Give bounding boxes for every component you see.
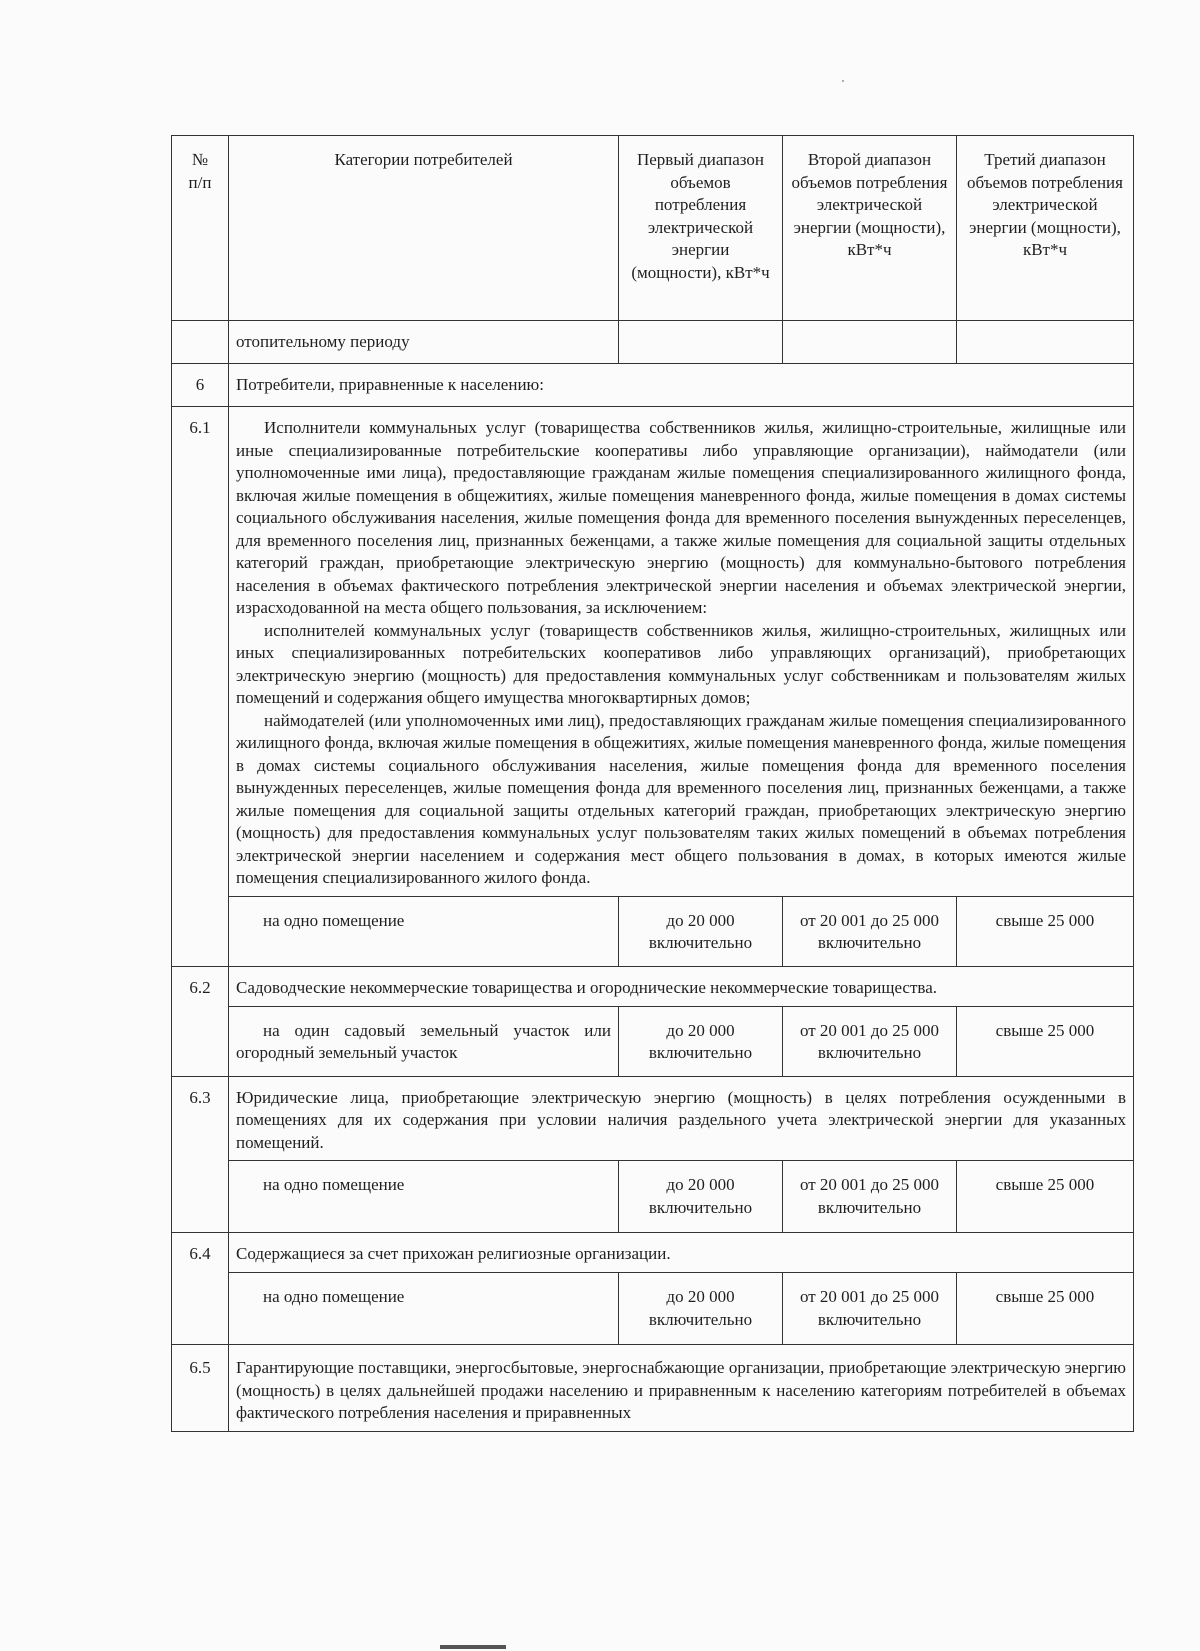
description-paragraph: Исполнители коммунальных услуг (товарищества собственников жилья, жилищно-строительные, жилищные или иные специализированные потребительские кооперативы либо управляющие организации), наймодатели (или уполномоченные ими лица), предоставляющие гражданам жилые помещения специализированного жилищного фонда, включая жилые помещения в общежитиях, жилые помещения маневренного фонда, жилые помещения в домах системы социального обслуживания населения, жилые помещения фонда для временного поселения вынужденных переселенцев, для временного поселения лиц, признанных беженцами, а также жилые помещения для социальной защиты отдельных категорий граждан, приобретающие электрическую энергию (мощность) для коммунально-бытового потребления населения в объемах фактического потребления электрической энергии населения и объемах электрической энергии, израсходованной на места общего пользования, за исключением: xyxy=(236,418,1126,617)
range1-value: до 20 000 включительно xyxy=(619,896,783,966)
cell-empty xyxy=(619,321,783,364)
range1-value: до 20 000 включительно xyxy=(619,1161,783,1233)
table-row xyxy=(172,1006,1134,1076)
unit-label: на одно помещение xyxy=(229,896,619,966)
table-row xyxy=(172,321,1134,364)
table-header-row xyxy=(172,136,1134,321)
table-row xyxy=(172,364,1134,407)
table-row xyxy=(172,966,1134,1006)
range1-value: до 20 000 включительно xyxy=(619,1006,783,1076)
row-num: 6.3 xyxy=(172,1076,229,1233)
row-num: 6.5 xyxy=(172,1345,229,1432)
section-title: Потребители, приравненные к населению: xyxy=(229,364,1134,407)
category-description: Садоводческие некоммерческие товарищества и огороднические некоммерческие товарищества. xyxy=(229,966,1134,1006)
row-num xyxy=(172,321,229,364)
unit-label: на одно помещение xyxy=(229,1161,619,1233)
range2-value: от 20 001 до 25 000 включительно xyxy=(783,1161,957,1233)
row-num: 6.1 xyxy=(172,407,229,967)
range1-value: до 20 000 включительно xyxy=(619,1273,783,1345)
header-range3: Третий диапазон объемов потребления электрической энергии (мощности), кВт*ч xyxy=(957,136,1134,321)
scan-edge-mark xyxy=(440,1645,506,1649)
header-category: Категории потребителей xyxy=(229,136,619,321)
table-row xyxy=(172,896,1134,966)
cell-empty xyxy=(783,321,957,364)
header-range1: Первый диапазон объемов потребления электрической энергии (мощности), кВт*ч xyxy=(619,136,783,321)
row-num: 6 xyxy=(172,364,229,407)
continuation-text: отопительному периоду xyxy=(229,321,619,364)
tariff-table xyxy=(171,135,1134,1432)
table-row xyxy=(172,1161,1134,1233)
description-paragraph: исполнителей коммунальных услуг (товариществ собственников жилья, жилищно-строительных, жилищных или иных специализированных потребительских кооперативов либо управляющих организаций), приобретающих электрическую энергию (мощность) для предоставления коммунальных услуг собственникам и пользователям жилых помещений и содержания общего имущества многоквартирных домов; xyxy=(236,620,1126,707)
category-description: Юридические лица, приобретающие электрическую энергию (мощность) в целях потребления осужденными в помещениях для их содержания при условии наличия раздельного учета электрической энергии для указанных помещений. xyxy=(229,1076,1134,1161)
cell-empty xyxy=(957,321,1134,364)
table-row xyxy=(172,1076,1134,1161)
scan-speck xyxy=(842,80,844,82)
unit-label: на один садовый земельный участок или огородный земельный участок xyxy=(229,1006,619,1076)
table-row xyxy=(172,1345,1134,1432)
range3-value: свыше 25 000 xyxy=(957,1273,1134,1345)
category-description: Содержащиеся за счет прихожан религиозные организации. xyxy=(229,1233,1134,1273)
description-paragraph: наймодателей (или уполномоченных ими лиц), предоставляющих гражданам жилые помещения специализированного жилищного фонда, включая жилые помещения в общежитиях, жилые помещения маневренного фонда, жилые помещения в домах системы социального обслуживания населения, жилые помещения фонда для временного поселения вынужденных переселенцев, жилые помещения фонда для временного поселения лиц, признанных беженцами, а также жилые помещения для социальной защиты отдельных категорий граждан, приобретающих электрическую энергию (мощность) для предоставления коммунальных услуг пользователям таких жилых помещений в объемах потребления электрической энергии населением и содержания мест общего пользования в домах, в которых имеются жилые помещения специализированного жилого фонда. xyxy=(236,710,1126,887)
range3-value: свыше 25 000 xyxy=(957,1006,1134,1076)
header-num: № п/п xyxy=(172,136,229,321)
header-range2: Второй диапазон объемов потребления электрической энергии (мощности), кВт*ч xyxy=(783,136,957,321)
range2-value: от 20 001 до 25 000 включительно xyxy=(783,1006,957,1076)
row-num: 6.4 xyxy=(172,1233,229,1345)
row-num: 6.2 xyxy=(172,966,229,1076)
table-row xyxy=(172,1233,1134,1273)
range3-value: свыше 25 000 xyxy=(957,1161,1134,1233)
range3-value: свыше 25 000 xyxy=(957,896,1134,966)
range2-value: от 20 001 до 25 000 включительно xyxy=(783,896,957,966)
table-row xyxy=(172,1273,1134,1345)
category-description: Гарантирующие поставщики, энергосбытовые, энергоснабжающие организации, приобретающие электрическую энергию (мощность) в целях дальнейшей продажи населению и приравненным к населению категориям потребителей в объемах фактического потребления населения и приравненных xyxy=(229,1345,1134,1432)
unit-label: на одно помещение xyxy=(229,1273,619,1345)
range2-value: от 20 001 до 25 000 включительно xyxy=(783,1273,957,1345)
table-row xyxy=(172,407,1134,897)
category-description xyxy=(229,407,1134,897)
